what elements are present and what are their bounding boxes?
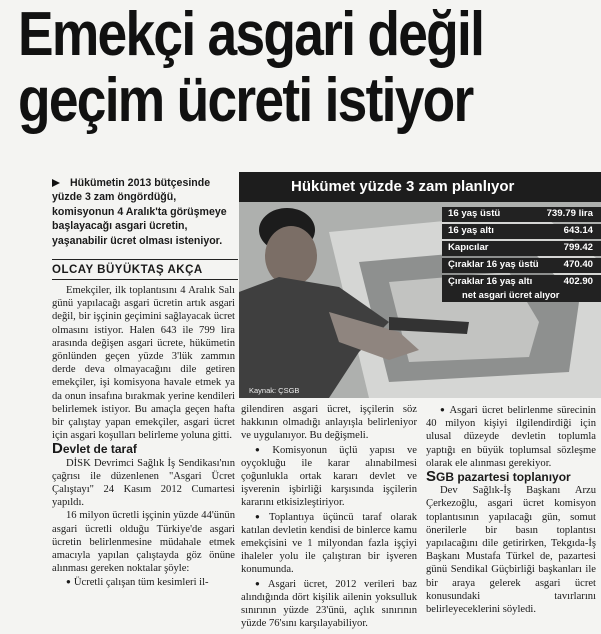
subheading: Devlet de taraf — [52, 440, 137, 458]
body-paragraph: DİSK Devrimci Sağlık İş Sendikası'nın çağrısı ile düzenlenen "Asgari Ücret Çalıştayı" 24 Kasım 2012 Cumartesi yapıldı. — [52, 457, 235, 509]
body-paragraph: Emekçiler, ilk toplantısını 4 Aralık Salı günü yapılacağı asgari ücretin artık asgari değil, bir işçinin geçimini sağlayacak ücret olmasını istiyor. Halen 643 ile 799 lira arasında değişen asgari ücrete, hükümetin gönlünden geçen yüzde 3'lük zammın derde deva olmayacağını dile getiren emekçiler, işi komisyona havale etmek ya da onun insafına bırakmak yerine kendileri belirlemek istiyor. Bu amaçla geçen hafta bir çalıştay yapan emekçiler, asgari ücret için asgari koşulları belirleme yoluna gitti. — [52, 285, 235, 442]
wage-row: Çıraklar 16 yaş üstü 470.40 — [442, 258, 601, 273]
article-column-1 — [52, 284, 235, 590]
lead-paragraph — [52, 176, 238, 248]
headline-line-2: geçim ücreti istiyor — [18, 66, 473, 135]
bullet-paragraph: ● Toplantıya üçüncü taraf olarak katılan devletin kendisi de binlerce kamu emekçisini ve 1 milyondan fazla işçiyi ihaleler yolu ile çalıştıran bir işveren konumunda. — [241, 510, 417, 577]
lead-text: Hükümetin 2013 bütçesinde yüzde 3 zam öngördüğü, komisyonun 4 Aralık'ta görüşmeye başlayacağı asgari ücretin, yaşanabilir ücret olması isteniyor. — [52, 177, 227, 247]
wage-row: Çıraklar 16 yaş altı 402.90 — [442, 275, 601, 290]
wage-row: 16 yaş altı 643.14 — [442, 224, 601, 239]
wage-row: Kapıcılar 799.42 — [442, 241, 601, 256]
headline — [18, 2, 513, 134]
wage-note: net asgari ücret alıyor — [442, 287, 601, 302]
body-paragraph: Dev Sağlık-İş Başkanı Arzu Çerkezoğlu, asgari ücret komisyon toplantısının yapılacağı gün, somut önerilerle bir basın toplantısı yapılacağını dile getirirken, Tekgıda-İş Başkanı Mustafa Türkel de, pazartesi günü Sendikal Güçbirliği başkanları ile bir araya gelerek asgari ücret konusundaki tavırlarını belirleyeceklerini söyledi. — [426, 485, 596, 616]
article-column-2 — [241, 403, 417, 630]
photo-title: Hükümet yüzde 3 zam planlıyor — [239, 172, 601, 202]
article-column-3 — [426, 403, 596, 616]
headline-line-1: Emekçi asgari değil — [18, 0, 484, 69]
wage-row: 16 yaş üstü 739.79 lira — [442, 207, 601, 222]
divider — [52, 279, 238, 280]
body-paragraph: gilendiren asgari ücret, işçilerin söz hakkının olmadığı anlayışla belirleniyor ve uygulanıyor. Bu değişmeli. — [241, 404, 417, 442]
subheading: SGB pazartesi toplanıyor — [426, 468, 571, 486]
photo-credit: Kaynak: ÇSGB — [249, 386, 300, 395]
wage-table — [442, 207, 601, 292]
divider — [52, 259, 238, 260]
byline: OLCAY BÜYÜKTAŞ AKÇA — [52, 264, 203, 276]
bullet-paragraph: ● Komisyonun üçlü yapısı ve oyçokluğu ile karar alınabilmesi çoğunlukla ortak kararı devlet ve işverenin işbirliği karşısında işçilerin kararını etkisizleştiriyor. — [241, 443, 417, 510]
bullet-paragraph: ● Asgari ücret, 2012 verileri baz alındığında dört kişilik ailenin yoksulluk sınırının yüzde 23'ünü, açlık sınırının yüzde 76'sını karşılayabiliyor. — [241, 577, 417, 631]
body-paragraph: 16 milyon ücretli işçinin yüzde 44'ünün asgari ücretli olduğu Türkiye'de asgari ücretin belirlenmesine müdahale etmek amacıyla yapılan çalıştayda göz önüne alınması gereken noktalar şöyle: — [52, 510, 235, 575]
bullet-paragraph: ● Ücretli çalışan tüm kesimleri il- — [52, 575, 235, 589]
bullet-paragraph: ● Asgari ücret belirlenme sürecinin 40 milyon kişiyi ilgilendirdiği için ulusal düzeyde devletin toplumla yaptığı en büyük toplumsal sözleşme olarak ele alınması gerekiyor. — [426, 403, 596, 470]
arrow-icon — [52, 179, 60, 187]
